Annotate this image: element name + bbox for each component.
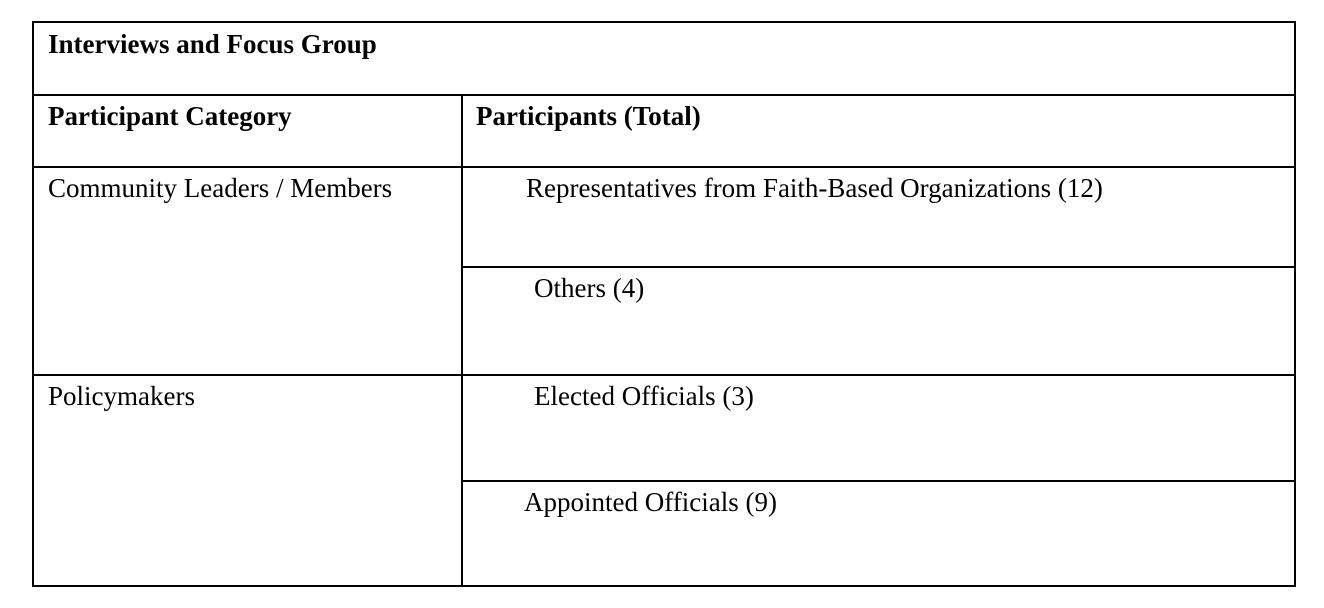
participant-elected-officials: Elected Officials (3) bbox=[534, 381, 754, 411]
header-participant-category: Participant Category bbox=[48, 101, 292, 131]
table-title: Interviews and Focus Group bbox=[48, 29, 377, 59]
header-participants-total: Participants (Total) bbox=[476, 101, 701, 131]
column-divider bbox=[461, 94, 463, 585]
participants-table bbox=[32, 21, 1296, 587]
participant-others: Others (4) bbox=[534, 273, 645, 303]
rule-between-groups bbox=[34, 374, 1294, 376]
rule-below-title bbox=[34, 94, 1294, 96]
rule-within-group-1 bbox=[461, 266, 1294, 268]
participant-faith-based-orgs: Representatives from Faith-Based Organizations (12) bbox=[526, 173, 1103, 203]
rule-below-header bbox=[34, 166, 1294, 168]
participant-appointed-officials: Appointed Officials (9) bbox=[524, 487, 777, 517]
category-policymakers: Policymakers bbox=[48, 381, 195, 411]
category-community-leaders: Community Leaders / Members bbox=[48, 173, 393, 203]
rule-within-group-2 bbox=[461, 480, 1294, 482]
